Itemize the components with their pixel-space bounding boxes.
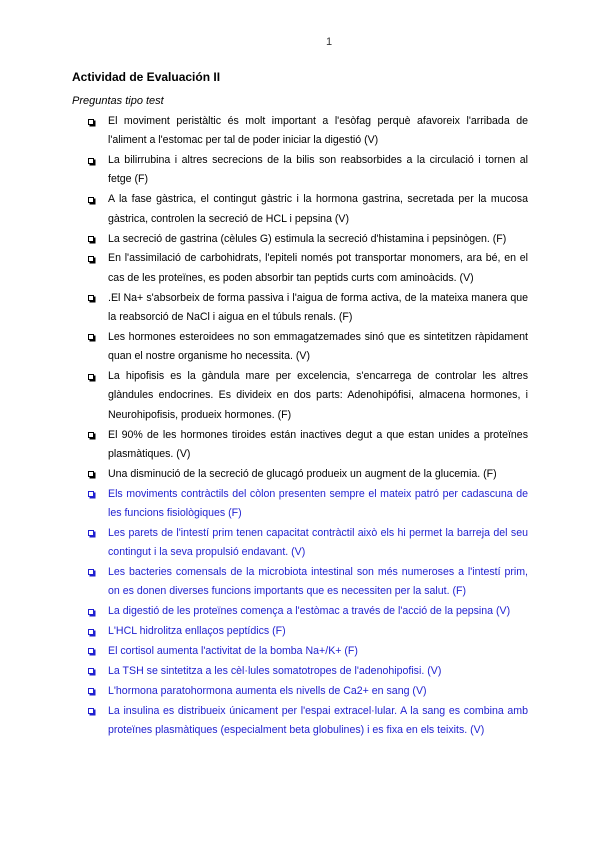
- item-text: Els moviments contràctils del còlon presenten sempre el mateix patró per cadascuna de les funcions fisiològiques (F): [108, 487, 528, 519]
- list-item: [84, 249, 528, 288]
- item-text: Les hormones esteroidees no son emmagatzemades sinó que es sintetitzen ràpidament quan el nostre organisme ho necessita. (V): [108, 330, 528, 363]
- checkbox-bullet-icon: [88, 158, 94, 164]
- item-text: La digestió de les proteïnes comença a l'estòmac a través de l'acció de la pepsina (V): [108, 605, 511, 618]
- checkbox-bullet-icon: [88, 629, 94, 635]
- checkbox-bullet-icon: [88, 374, 94, 380]
- list-item: [84, 289, 528, 328]
- page-number: 1: [326, 36, 333, 48]
- checkbox-bullet-icon: [88, 197, 94, 203]
- list-item: [84, 151, 528, 190]
- checkbox-bullet-icon: [88, 708, 94, 714]
- item-text: La insulina es distribueix únicament per l'espai extracel·lular. A la sang es combina amb proteïnes plasmàtiques (especialment beta globulines) i es fixa en els teixits. (V): [108, 704, 528, 736]
- list-item: [84, 602, 528, 621]
- checkbox-bullet-icon: [88, 119, 94, 125]
- item-text: El 90% de les hormones tiroides están inactives degut a que estan unides a proteïnes plasmàtiques. (V): [108, 428, 528, 460]
- list-item: [84, 702, 528, 741]
- list-item: [84, 622, 528, 641]
- checkbox-bullet-icon: [88, 471, 94, 477]
- checkbox-bullet-icon: [88, 295, 94, 301]
- item-text: Les parets de l'intestí prim tenen capacitat contràctil això els hi permet la barreja del seu contingut i la seva propulsió endavant. (V): [108, 526, 528, 559]
- list-item: [84, 465, 528, 484]
- list-item: [84, 190, 528, 229]
- checkbox-bullet-icon: [88, 236, 94, 242]
- item-text: L'hormona paratohormona aumenta els nivells de Ca2+ en sang (V): [108, 684, 427, 697]
- item-text: El cortisol aumenta l'activitat de la bomba Na+/K+ (F): [108, 644, 358, 657]
- list-item: [84, 328, 528, 367]
- list-item: [84, 112, 528, 151]
- item-text: La TSH se sintetitza a les cèl·lules somatotropes de l'adenohipofisi. (V): [108, 664, 442, 677]
- list-item: [84, 230, 528, 249]
- question-list: [84, 112, 528, 741]
- list-item: [84, 563, 528, 602]
- item-text: Una disminució de la secreció de glucagó produeix un augment de la glucemia. (F): [108, 467, 497, 480]
- item-text: L'HCL hidrolitza enllaços peptídics (F): [108, 625, 286, 638]
- item-text: La hipofisis es la gàndula mare per excelencia, s'encarrega de controlar les altres glàndules endocrines. Es divideix en dos parts: Adenohipófisi, almacena hormones, i Neurohipofisis, produeix hormones. (F): [108, 370, 528, 421]
- item-text: A la fase gàstrica, el contingut gàstric i la hormona gastrina, secretada per la mucosa gàstrica, controlen la secreció de HCL i pepsina (V): [108, 193, 528, 225]
- list-item: [84, 426, 528, 465]
- item-text: .El Na+ s'absorbeix de forma passiva i l'aigua de forma activa, de la mateixa manera que la reabsorció de NaCl i aigua en el túbuls renals. (F): [108, 291, 528, 323]
- checkbox-bullet-icon: [88, 668, 94, 674]
- checkbox-bullet-icon: [88, 256, 94, 262]
- list-item: [84, 642, 528, 661]
- list-item: [84, 662, 528, 681]
- item-text: En l'assimilació de carbohidrats, l'epiteli només pot transportar monomers, ara bé, en el cas de les proteïnes, es poden absorbir tan peptids curts com aminoàcids. (V): [108, 252, 528, 284]
- checkbox-bullet-icon: [88, 530, 94, 536]
- page-title: Actividad de Evaluación II: [72, 70, 221, 84]
- item-text: La bilirrubina i altres secrecions de la bilis son reabsorbides a la circulació i tornen al fetge (F): [108, 154, 528, 186]
- list-item: [84, 367, 528, 425]
- checkbox-bullet-icon: [88, 569, 94, 575]
- item-text: La secreció de gastrina (cèlules G) estimula la secreció d'histamina i pepsinògen. (F): [108, 232, 507, 245]
- list-item: [84, 682, 528, 701]
- checkbox-bullet-icon: [88, 491, 94, 497]
- checkbox-bullet-icon: [88, 609, 94, 615]
- item-text: El moviment peristàltic és molt important a l'esòfag perquè afavoreix l'arribada de l'aliment a l'estomac per tal de poder iniciar la digestió (V): [108, 115, 528, 147]
- list-item: [84, 524, 528, 563]
- checkbox-bullet-icon: [88, 334, 94, 340]
- item-text: Les bacteries comensals de la microbiota intestinal son més numeroses a l'intestí prim, on es donen diverses funcions importants que es necessiten per la salut. (F): [108, 565, 528, 598]
- checkbox-bullet-icon: [88, 432, 94, 438]
- list-item: [84, 485, 528, 524]
- checkbox-bullet-icon: [88, 648, 94, 654]
- section-subtitle: Preguntas tipo test: [72, 95, 164, 107]
- checkbox-bullet-icon: [88, 688, 94, 694]
